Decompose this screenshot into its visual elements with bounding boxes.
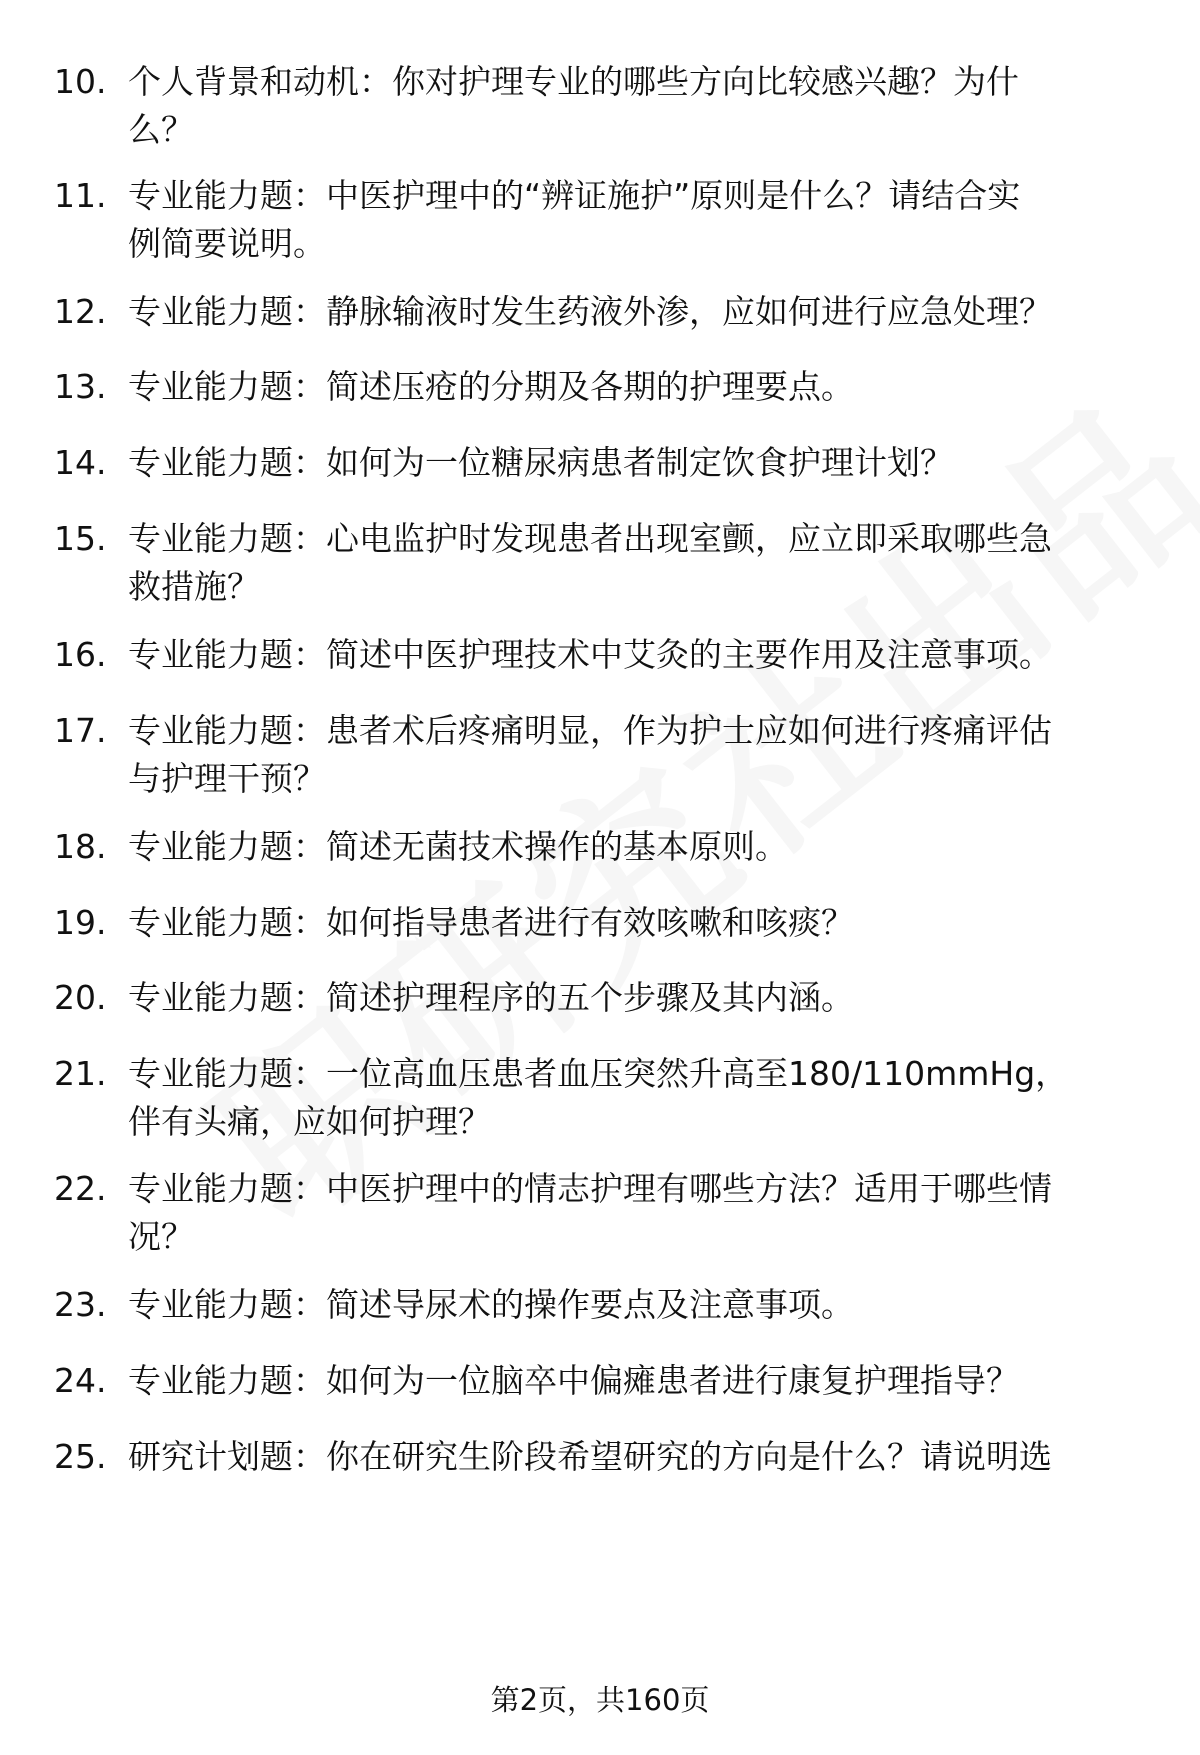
- question-line: 专业能力题：静脉输液时发生药液外渗，应如何进行应急处理？: [128, 292, 1052, 331]
- question-line: 专业能力题：简述中医护理技术中艾灸的主要作用及注意事项。: [128, 635, 1052, 674]
- question-line: 个人背景和动机：你对护理专业的哪些方向比较感兴趣？为什: [128, 62, 1019, 101]
- question-line: 专业能力题：简述无菌技术操作的基本原则。: [128, 827, 788, 866]
- question-line: 救措施？: [128, 567, 260, 606]
- question-number: 22.: [54, 1169, 107, 1208]
- question-text: [128, 1433, 1148, 1481]
- question-line: 伴有头痛，应如何护理？: [128, 1102, 491, 1141]
- question-line: 专业能力题：一位高血压患者血压突然升高至180/110mmHg，: [128, 1054, 1069, 1093]
- question-text: [128, 363, 1148, 411]
- question-number: 12.: [54, 292, 107, 331]
- question-line: 专业能力题：简述导尿术的操作要点及注意事项。: [128, 1285, 854, 1324]
- question-text: [128, 631, 1148, 679]
- question-text: [128, 172, 1148, 268]
- question-number: 11.: [54, 176, 107, 215]
- question-number: 16.: [54, 635, 107, 674]
- question-line: 专业能力题：心电监护时发现患者出现室颤，应立即采取哪些急: [128, 519, 1052, 558]
- question-line: 专业能力题：如何为一位糖尿病患者制定饮食护理计划？: [128, 443, 953, 482]
- question-line: 专业能力题：简述压疮的分期及各期的护理要点。: [128, 367, 854, 406]
- question-text: [128, 288, 1148, 336]
- question-number: 25.: [54, 1437, 107, 1476]
- question-line: 例简要说明。: [128, 224, 326, 263]
- question-text: [128, 439, 1148, 487]
- question-line: 专业能力题：患者术后疼痛明显，作为护士应如何进行疼痛评估: [128, 711, 1052, 750]
- page-footer: 第2页，共160页: [490, 1683, 710, 1717]
- question-number: 21.: [54, 1054, 107, 1093]
- question-number: 17.: [54, 711, 107, 750]
- question-number: 24.: [54, 1361, 107, 1400]
- question-number: 19.: [54, 903, 107, 942]
- question-text: [128, 974, 1148, 1022]
- question-number: 13.: [54, 367, 107, 406]
- question-line: 专业能力题：如何为一位脑卒中偏瘫患者进行康复护理指导？: [128, 1361, 1019, 1400]
- question-number: 23.: [54, 1285, 107, 1324]
- question-text: [128, 1165, 1148, 1261]
- question-line: 么？: [128, 110, 194, 149]
- question-text: [128, 1281, 1148, 1329]
- question-number: 18.: [54, 827, 107, 866]
- question-number: 15.: [54, 519, 107, 558]
- question-line: 研究计划题：你在研究生阶段希望研究的方向是什么？请说明选: [128, 1437, 1052, 1476]
- question-text: [128, 707, 1148, 803]
- question-text: [128, 899, 1148, 947]
- question-text: [128, 515, 1148, 611]
- question-number: 10.: [54, 62, 107, 101]
- question-text: [128, 823, 1148, 871]
- question-line: 专业能力题：中医护理中的情志护理有哪些方法？适用于哪些情: [128, 1169, 1052, 1208]
- question-number: 20.: [54, 978, 107, 1017]
- question-text: [128, 1050, 1148, 1146]
- question-text: [128, 58, 1148, 154]
- question-line: 专业能力题：中医护理中的“辨证施护”原则是什么？请结合实: [128, 176, 1021, 215]
- question-line: 专业能力题：简述护理程序的五个步骤及其内涵。: [128, 978, 854, 1017]
- question-line: 与护理干预？: [128, 759, 326, 798]
- question-number: 14.: [54, 443, 107, 482]
- question-line: 况？: [128, 1217, 194, 1256]
- question-line: 专业能力题：如何指导患者进行有效咳嗽和咳痰？: [128, 903, 854, 942]
- question-text: [128, 1357, 1148, 1405]
